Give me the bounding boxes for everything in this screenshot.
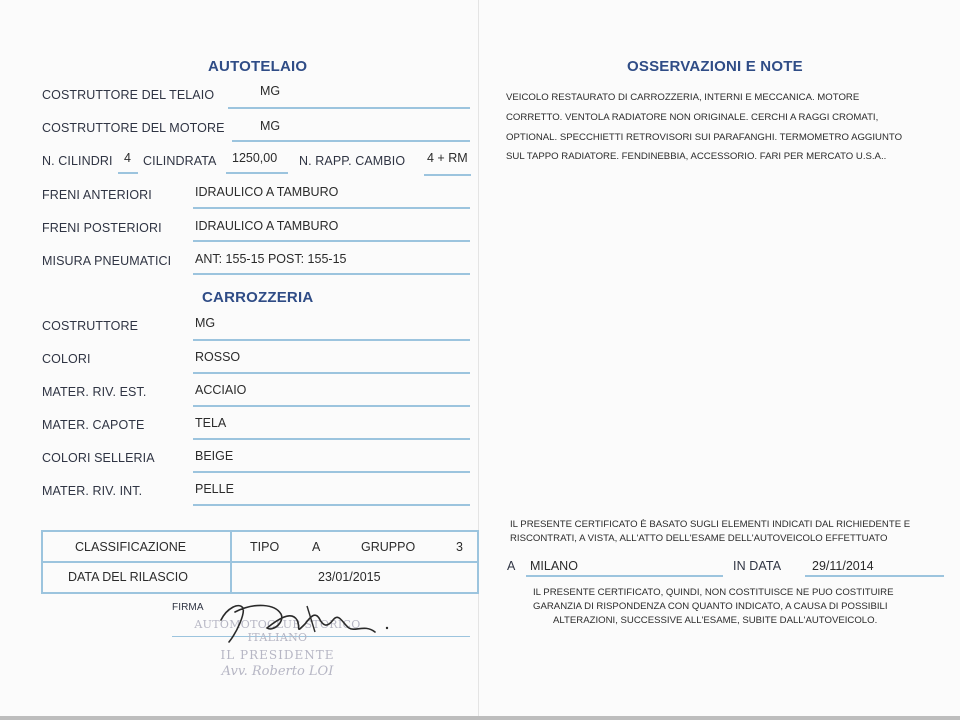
colori-label: COLORI [42,352,91,366]
mater-riv-int-label: MATER. RIV. INT. [42,484,143,498]
tipo-label: TIPO [250,540,280,554]
classificazione-box [41,530,479,594]
mater-capote-value: TELA [195,416,227,430]
tipo-value: A [312,540,321,554]
gruppo-value: 3 [456,540,463,554]
statement-2-line-2: GARANZIA DI RISPONDENZA CON QUANTO INDICATO, A CAUSA DI POSSIBILI [533,601,888,612]
firma-label: FIRMA [172,602,204,613]
carrozzeria-heading: CARROZZERIA [202,289,314,306]
cilindri-label: N. CILINDRI [42,154,113,168]
autotelaio-heading: AUTOTELAIO [208,58,308,75]
carrozzeria-costruttore-label: COSTRUTTORE [42,319,139,333]
cilindri-value: 4 [124,151,131,165]
colori-selleria-label: COLORI SELLERIA [42,451,155,465]
field-underline [232,140,470,142]
luogo-value: MILANO [530,559,578,573]
colori-value: ROSSO [195,350,241,364]
luogo-label: A [507,559,516,573]
mater-riv-est-label: MATER. RIV. EST. [42,385,147,399]
misura-pneumatici-value: ANT: 155-15 POST: 155-15 [195,252,347,266]
box-divider [230,532,232,592]
freni-posteriori-label: FRENI POSTERIORI [42,221,162,235]
statement-1-line-2: RISCONTRATI, A VISTA, ALL'ATTO DELL'ESAME DELL'AUTOVEICOLO EFFETTUATO [510,533,888,544]
field-underline [193,273,470,275]
freni-anteriori-label: FRENI ANTERIORI [42,188,152,202]
statement-2-line-3: ALTERAZIONI, SUCCESSIVE ALL'ESAME, SUBITE DALL'AUTOVEICOLO. [553,615,878,626]
colori-selleria-value: BEIGE [195,449,234,463]
page-fold [478,0,479,716]
field-underline [193,438,470,440]
field-underline [226,172,288,174]
in-data-label: IN DATA [733,559,782,573]
costruttore-telaio-value: MG [260,84,281,98]
field-underline [118,172,138,174]
field-underline [193,471,470,473]
statement-1-line-1: IL PRESENTE CERTIFICATO È BASATO SUGLI ELEMENTI INDICATI DAL RICHIEDENTE E [510,519,911,530]
osservazioni-heading: OSSERVAZIONI E NOTE [627,58,803,75]
field-underline [805,575,944,577]
carrozzeria-costruttore-value: MG [195,316,216,330]
stamp-role: IL PRESIDENTE [220,648,335,662]
osservazioni-text: VEICOLO RESTAURATO DI CARROZZERIA, INTERNI E MECCANICA. MOTORE CORRETTO. VENTOLA RADIATORE NON ORIGINALE. CERCHI A RAGGI CROMATI, OPTIONAL. SPECCHIETTI RETROVISORI SUI PARAFANGHI. TERMOMETRO AGGIUNTO SUL TAPPO RADIATORE. FENDINEBBIA, ACCESSORIO. FARI PER MERCATO U.S.A.. [506,92,903,163]
field-underline [228,107,470,109]
gruppo-label: GRUPPO [361,540,416,554]
classificazione-label: CLASSIFICAZIONE [75,540,187,554]
field-underline [193,339,470,341]
data-rilascio-value: 23/01/2015 [318,570,381,584]
statement-2-line-1: IL PRESENTE CERTIFICATO, QUINDI, NON COSTITUISCE NE PUO COSTITUIRE [533,587,894,598]
mater-riv-est-value: ACCIAIO [195,383,247,397]
field-underline [526,575,723,577]
freni-posteriori-value: IDRAULICO A TAMBURO [195,219,339,233]
rapp-cambio-value: 4 + RM [427,151,468,165]
page-bottom-edge [0,716,960,720]
misura-pneumatici-label: MISURA PNEUMATICI [42,254,172,268]
stamp-name: Avv. Roberto LOI [221,664,334,679]
freni-anteriori-value: IDRAULICO A TAMBURO [195,185,339,199]
cilindrata-label: CILINDRATA [143,154,217,168]
field-underline [193,207,470,209]
costruttore-motore-label: COSTRUTTORE DEL MOTORE [42,121,225,135]
stamp-club-name: AUTOMOTOCLUB STORICO ITALIANO [194,618,361,644]
rapp-cambio-label: N. RAPP. CAMBIO [299,154,406,168]
costruttore-telaio-label: COSTRUTTORE DEL TELAIO [42,88,215,102]
mater-capote-label: MATER. CAPOTE [42,418,145,432]
mater-riv-int-value: PELLE [195,482,234,496]
field-underline [193,372,470,374]
field-underline [424,174,471,176]
cilindrata-value: 1250,00 [232,151,278,165]
field-underline [193,504,470,506]
field-underline [193,240,470,242]
costruttore-motore-value: MG [260,119,281,133]
in-data-value: 29/11/2014 [812,559,874,573]
data-rilascio-label: DATA DEL RILASCIO [68,570,188,584]
box-divider [43,561,477,563]
field-underline [193,405,470,407]
signature-icon [215,598,395,648]
